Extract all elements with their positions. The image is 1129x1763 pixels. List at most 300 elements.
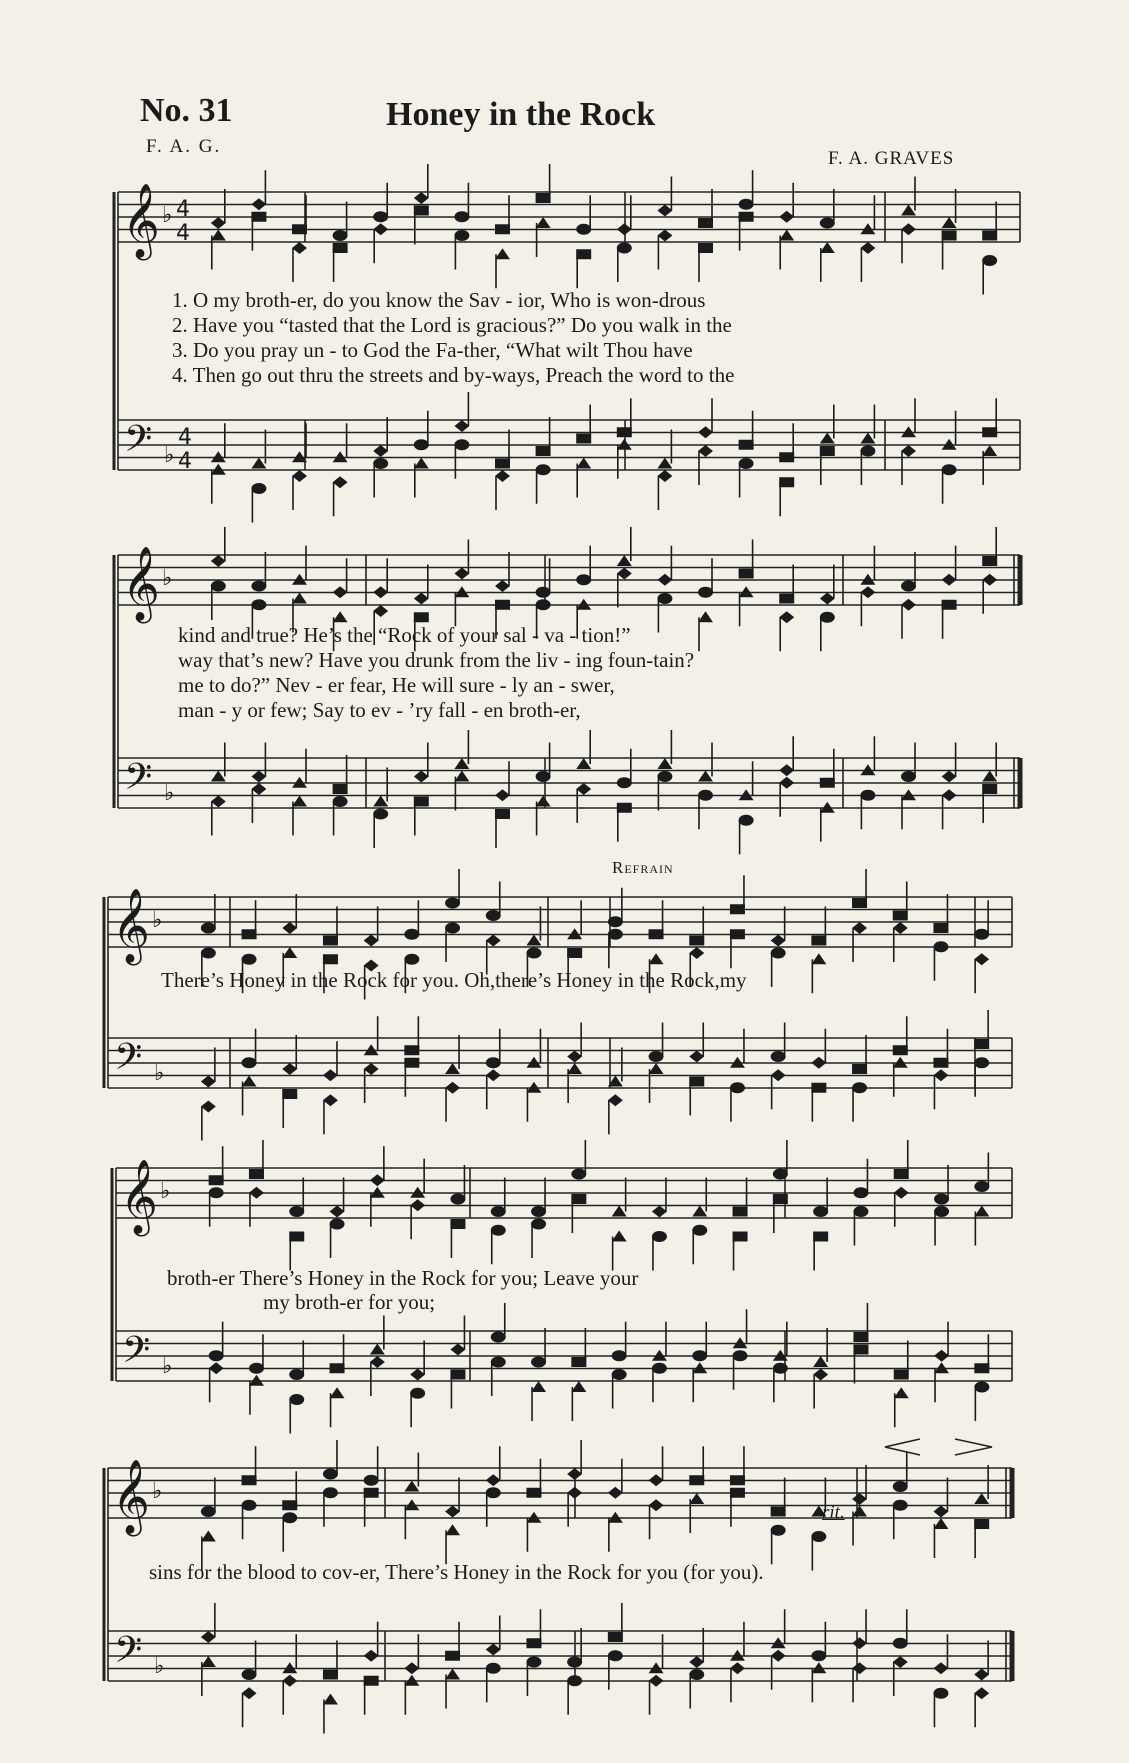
note-head — [982, 427, 997, 437]
note-head — [201, 1076, 216, 1088]
note-head — [974, 1181, 989, 1192]
note-head — [698, 426, 713, 438]
note-head — [495, 580, 510, 592]
note-head — [292, 470, 307, 482]
note-head — [652, 1231, 667, 1242]
note-head — [373, 223, 388, 235]
note-head — [974, 1039, 989, 1049]
note-head — [933, 1688, 948, 1699]
note-head — [450, 1219, 465, 1229]
note-head — [652, 1363, 667, 1374]
note-head — [486, 1487, 501, 1498]
note-head — [209, 1362, 224, 1374]
note-head — [811, 1531, 826, 1542]
note-head — [771, 935, 786, 947]
note-head — [893, 922, 908, 934]
note-head — [852, 1506, 867, 1517]
note-head — [454, 758, 469, 769]
note-head — [330, 1363, 345, 1373]
note-head — [211, 230, 226, 241]
note-head — [649, 1675, 664, 1687]
note-head — [739, 458, 754, 469]
note-head — [901, 223, 916, 235]
note-head — [893, 1638, 908, 1649]
note-head — [242, 1057, 257, 1068]
note-head — [251, 581, 266, 592]
note-head — [934, 1350, 949, 1362]
note-head — [860, 433, 875, 444]
note-head — [698, 218, 713, 228]
flat-sign: ♭ — [162, 1354, 173, 1379]
note-head — [820, 446, 835, 456]
note-head — [495, 470, 510, 482]
note-head — [576, 783, 591, 795]
verse-1-line: kind and true? He’s the “Rock of your sal - va - tion!” — [178, 623, 631, 647]
note-head — [773, 1194, 788, 1204]
note-head — [242, 1475, 257, 1485]
note-head — [531, 1381, 546, 1392]
note-head — [982, 445, 997, 456]
note-head — [410, 1199, 425, 1211]
note-head — [531, 1357, 546, 1368]
verse-3-line: me to do?” Nev - er fear, He will sure - ly an - swer, — [178, 673, 615, 697]
note-head — [373, 458, 388, 469]
note-head — [495, 809, 510, 819]
note-head — [531, 1206, 546, 1217]
note-head — [414, 593, 429, 605]
note-head — [445, 1651, 460, 1661]
note-head — [739, 212, 754, 222]
note-head — [771, 1525, 786, 1536]
note-head — [852, 1064, 867, 1074]
note-head — [410, 1388, 425, 1399]
note-head — [894, 1169, 909, 1179]
note-head — [282, 1512, 297, 1523]
note-head — [404, 954, 419, 965]
note-head — [333, 476, 348, 488]
note-head — [617, 223, 632, 235]
note-head — [373, 445, 388, 457]
note-head — [445, 898, 460, 909]
note-head — [612, 1350, 627, 1361]
note-head — [282, 947, 297, 958]
note-head — [567, 1063, 582, 1074]
composer: F. A. GRAVES — [828, 148, 955, 169]
note-head — [608, 1650, 623, 1661]
note-head — [251, 212, 266, 222]
note-head — [567, 1468, 582, 1480]
note-head — [536, 464, 551, 475]
note-head — [942, 600, 957, 610]
bass-clef: 𝄢 — [124, 756, 153, 807]
note-head — [649, 1051, 664, 1062]
note-head — [292, 242, 307, 254]
note-head — [404, 1045, 419, 1055]
note-head — [698, 771, 713, 782]
ritardando-marking: rit. — [822, 1502, 845, 1523]
note-head — [491, 1225, 506, 1236]
note-head — [486, 935, 501, 947]
note-head — [617, 555, 632, 566]
note-head — [617, 427, 632, 437]
note-head — [249, 1363, 264, 1374]
note-head — [567, 948, 582, 958]
note-head — [608, 916, 623, 927]
note-head — [649, 1063, 664, 1074]
flat-sign: ♭ — [152, 908, 163, 933]
note-head — [779, 230, 794, 241]
note-head — [820, 242, 835, 253]
note-head — [612, 1369, 627, 1380]
note-head — [450, 1194, 465, 1205]
note-head — [811, 1083, 826, 1093]
note-head — [942, 217, 957, 228]
verse-3-line: 3. Do you pray un - to God the Fa-ther, “What wilt Thou have — [172, 338, 693, 362]
note-head — [933, 941, 948, 952]
hymn-number: No. 31 — [140, 92, 233, 129]
note-head — [893, 1500, 908, 1511]
note-head — [649, 1499, 664, 1511]
note-head — [860, 446, 875, 457]
note-head — [330, 1206, 345, 1218]
treble-clef: 𝄞 — [122, 547, 160, 621]
note-head — [852, 1082, 867, 1093]
note-head — [404, 1481, 419, 1492]
note-head — [201, 1656, 216, 1667]
note-head — [852, 898, 867, 908]
flat-sign: ♭ — [154, 1061, 165, 1086]
time-signature: 4 — [176, 197, 190, 222]
note-head — [445, 1524, 460, 1535]
note-head — [974, 1363, 989, 1373]
note-head — [249, 1187, 264, 1199]
note-head — [698, 243, 713, 253]
note-head — [571, 1381, 586, 1392]
note-head — [323, 1469, 338, 1480]
note-head — [282, 1675, 297, 1687]
note-head — [242, 1076, 257, 1087]
note-head — [813, 1369, 828, 1381]
note-head — [404, 929, 419, 940]
verse-4-line: man - y or few; Say to ev - ’ry fall - en broth-er, — [178, 698, 581, 722]
note-head — [893, 1481, 908, 1492]
note-head — [333, 586, 348, 598]
treble-clef: 𝄞 — [112, 889, 150, 963]
note-head — [901, 771, 916, 782]
note-head — [333, 611, 348, 622]
note-head — [526, 1488, 541, 1498]
note-head — [536, 587, 551, 598]
note-head — [251, 483, 266, 494]
note-head — [414, 797, 429, 807]
note-head — [779, 611, 794, 623]
note-head — [982, 574, 997, 586]
flat-sign: ♭ — [162, 566, 173, 591]
note-head — [251, 599, 266, 610]
note-head — [531, 1219, 546, 1230]
note-head — [608, 929, 623, 940]
note-head — [495, 224, 510, 234]
note-head — [733, 1232, 748, 1242]
note-head — [852, 1662, 867, 1674]
note-head — [526, 935, 541, 946]
note-head — [853, 1187, 868, 1198]
note-head — [536, 217, 551, 228]
note-head — [820, 433, 835, 444]
note-head — [982, 255, 997, 266]
note-head — [445, 923, 460, 934]
note-head — [612, 1206, 627, 1217]
note-head — [657, 230, 672, 242]
note-head — [811, 1057, 826, 1069]
time-signature: 4 — [178, 449, 192, 474]
note-head — [853, 1345, 868, 1355]
note-head — [201, 1506, 216, 1517]
note-head — [323, 1487, 338, 1498]
note-head — [486, 1069, 501, 1081]
note-head — [982, 771, 997, 782]
note-head — [454, 439, 469, 450]
note-head — [692, 1225, 707, 1236]
note-head — [333, 243, 348, 253]
note-head — [730, 1082, 745, 1093]
note-head — [933, 1662, 948, 1674]
note-head — [894, 1187, 909, 1199]
note-head — [292, 593, 307, 604]
verse-4-line: 4. Then go out thru the streets and by-ways, Preach the word to the — [172, 363, 735, 387]
note-head — [495, 789, 510, 801]
note-head — [414, 771, 429, 783]
note-head — [373, 605, 388, 617]
note-head — [445, 1063, 460, 1074]
note-head — [567, 1657, 582, 1668]
note-head — [974, 1519, 989, 1529]
note-head — [933, 1506, 948, 1518]
note-head — [652, 1206, 667, 1218]
note-head — [974, 1669, 989, 1681]
note-head — [811, 1650, 826, 1661]
note-head — [779, 777, 794, 789]
note-head — [282, 922, 297, 934]
note-head — [698, 445, 713, 457]
note-head — [209, 1350, 224, 1361]
note-head — [779, 452, 794, 462]
note-head — [201, 1631, 216, 1643]
note-head — [813, 1356, 828, 1367]
bass-clef: 𝄢 — [122, 1329, 151, 1380]
note-head — [730, 1662, 745, 1674]
note-head — [536, 796, 551, 807]
note-head — [934, 1206, 949, 1217]
note-head — [811, 953, 826, 964]
note-head — [773, 1169, 788, 1180]
note-head — [364, 1475, 379, 1486]
treble-clef: 𝄞 — [112, 1460, 150, 1534]
note-head — [617, 803, 632, 813]
treble-clef: 𝄞 — [120, 1160, 158, 1234]
note-head — [657, 205, 672, 217]
note-head — [612, 1231, 627, 1242]
note-head — [289, 1232, 304, 1242]
note-head — [649, 953, 664, 964]
note-head — [571, 1357, 586, 1367]
note-head — [739, 815, 754, 826]
note-head — [445, 1669, 460, 1680]
note-head — [933, 1058, 948, 1068]
note-head — [893, 1045, 908, 1055]
note-head — [608, 1094, 623, 1106]
note-head — [901, 445, 916, 457]
note-head — [942, 789, 957, 801]
note-head — [853, 1332, 868, 1342]
note-head — [454, 771, 469, 782]
note-head — [292, 796, 307, 807]
note-head — [974, 929, 989, 940]
note-head — [813, 1206, 828, 1217]
note-head — [813, 1232, 828, 1242]
note-head — [860, 242, 875, 254]
verse-1-line: 1. O my broth-er, do you know the Sav - ior, Who is won-drous — [172, 288, 706, 312]
note-head — [974, 953, 989, 965]
note-head — [491, 1206, 506, 1217]
note-head — [486, 1057, 501, 1068]
note-head — [251, 458, 266, 469]
note-head — [894, 1370, 909, 1380]
note-head — [373, 586, 388, 598]
note-head — [486, 1644, 501, 1656]
note-head — [894, 1387, 909, 1398]
note-head — [242, 1687, 257, 1699]
note-head — [779, 764, 794, 776]
note-head — [982, 784, 997, 794]
note-head — [942, 771, 957, 783]
note-head — [454, 230, 469, 241]
note-head — [364, 935, 379, 947]
note-head — [364, 1063, 379, 1075]
note-head — [974, 1057, 989, 1068]
note-head — [649, 929, 664, 939]
note-head — [370, 1344, 385, 1355]
bass-clef: 𝄢 — [124, 418, 153, 469]
note-head — [323, 1694, 338, 1705]
note-head — [201, 1531, 216, 1542]
note-head — [771, 1051, 786, 1062]
note-head — [289, 1206, 304, 1217]
note-head — [576, 574, 591, 585]
note-head — [852, 1493, 867, 1505]
note-head — [974, 1493, 989, 1504]
note-head — [739, 569, 754, 579]
note-head — [495, 459, 510, 469]
note-head — [211, 796, 226, 808]
note-head — [536, 446, 551, 456]
note-head — [820, 778, 835, 788]
note-head — [692, 1206, 707, 1217]
note-head — [779, 594, 794, 604]
note-head — [657, 574, 672, 586]
note-head — [211, 771, 226, 782]
note-head — [657, 458, 672, 469]
note-head — [404, 1662, 419, 1674]
note-head — [373, 796, 388, 807]
note-head — [820, 612, 835, 623]
note-head — [771, 948, 786, 959]
note-head — [974, 1687, 989, 1699]
note-head — [576, 434, 591, 444]
note-head — [901, 581, 916, 592]
note-head — [282, 1089, 297, 1099]
note-head — [692, 1350, 707, 1361]
note-head — [323, 954, 338, 964]
note-head — [536, 193, 551, 203]
note-head — [567, 1487, 582, 1499]
note-head — [893, 1656, 908, 1668]
note-head — [242, 1669, 257, 1680]
flat-sign: ♭ — [152, 1479, 163, 1504]
note-head — [974, 1206, 989, 1217]
note-head — [323, 1094, 338, 1106]
note-head — [689, 1475, 704, 1485]
note-head — [771, 1650, 786, 1662]
note-head — [364, 1650, 379, 1662]
note-head — [811, 936, 826, 946]
note-head — [689, 1493, 704, 1504]
flat-sign: ♭ — [160, 1179, 171, 1204]
note-head — [779, 211, 794, 223]
time-signature: 4 — [178, 425, 192, 450]
note-head — [495, 600, 510, 610]
note-head — [689, 1669, 704, 1680]
note-head — [211, 581, 226, 592]
note-head — [209, 1175, 224, 1185]
note-head — [571, 1194, 586, 1204]
note-head — [450, 1344, 465, 1356]
note-head — [733, 1350, 748, 1361]
note-head — [330, 1387, 345, 1398]
note-head — [373, 211, 388, 222]
note-head — [282, 1500, 297, 1510]
note-head — [414, 439, 429, 450]
crescendo-hairpin — [885, 1439, 920, 1455]
note-head — [730, 1488, 745, 1498]
note-head — [689, 947, 704, 959]
note-head — [209, 1187, 224, 1198]
note-head — [901, 599, 916, 611]
note-head — [933, 1518, 948, 1529]
note-head — [364, 1676, 379, 1686]
note-head — [567, 1675, 582, 1686]
refrain-line: broth-er There’s Honey in the Rock for you; Leave your — [167, 1266, 639, 1290]
note-head — [323, 936, 338, 946]
note-head — [201, 948, 216, 959]
note-head — [852, 1637, 867, 1649]
note-head — [571, 1169, 586, 1180]
note-head — [486, 910, 501, 921]
note-head — [364, 1488, 379, 1498]
note-head — [771, 1507, 786, 1517]
note-head — [733, 1207, 748, 1217]
note-head — [536, 599, 551, 610]
flat-sign: ♭ — [162, 203, 173, 228]
refrain-line: sins for the blood to cov-er, There’s Honey in the Rock for you (for you). — [149, 1560, 764, 1584]
note-head — [414, 206, 429, 216]
note-head — [901, 205, 916, 216]
flat-sign: ♭ — [164, 443, 175, 468]
note-head — [242, 1500, 257, 1511]
note-head — [495, 248, 510, 259]
note-head — [617, 777, 632, 788]
note-head — [617, 568, 632, 580]
